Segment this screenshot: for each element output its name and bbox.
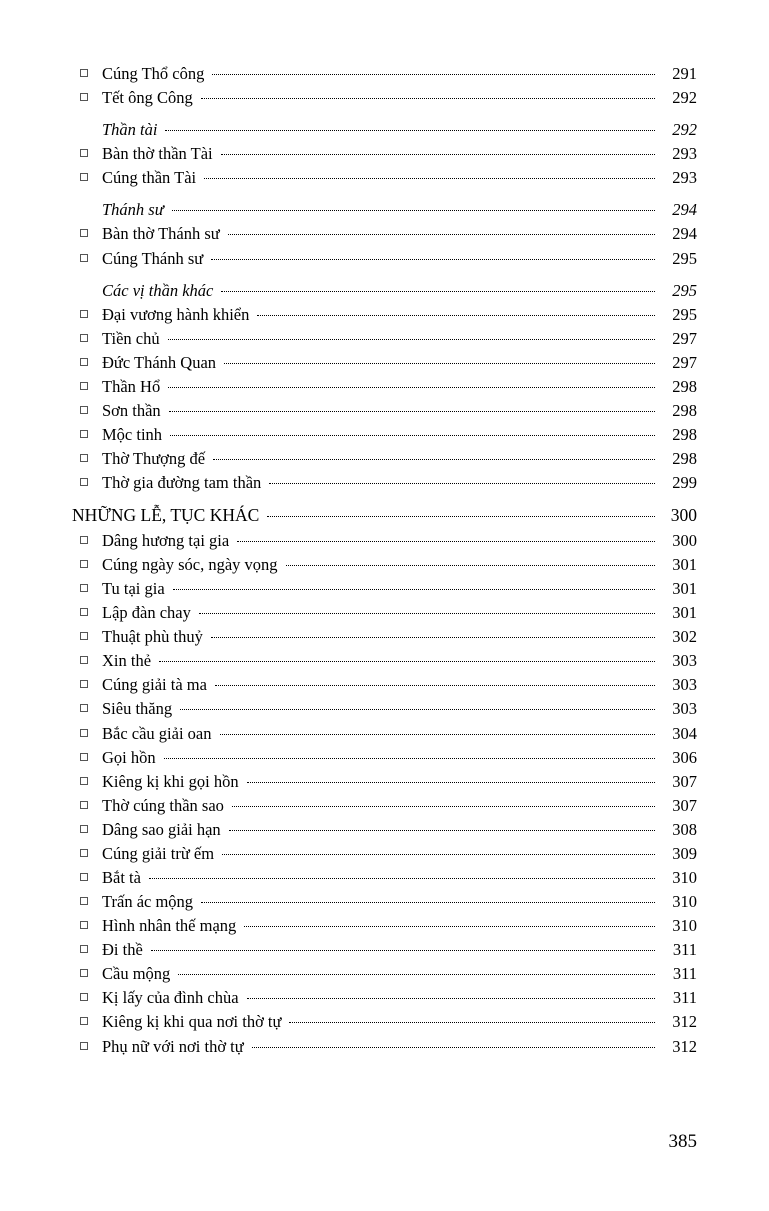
- toc-entry[interactable]: [72, 746, 697, 770]
- toc-entry[interactable]: [72, 399, 697, 423]
- toc-entry-page: 306: [672, 747, 697, 767]
- toc-entry[interactable]: [72, 673, 697, 697]
- bullet-icon: [72, 453, 102, 466]
- dot-leader: [172, 209, 655, 211]
- toc-entry[interactable]: [72, 118, 697, 142]
- toc-entry-page: 293: [672, 144, 697, 164]
- dot-leader: [221, 153, 655, 155]
- dot-leader: [224, 362, 655, 364]
- bullet-icon: [72, 679, 102, 692]
- toc-entry-label: NHỮNG LỄ, TỤC KHÁC: [72, 505, 260, 526]
- toc-entry-page: 303: [672, 699, 697, 719]
- dot-leader: [232, 805, 655, 807]
- dot-leader: [159, 660, 655, 662]
- toc-entry[interactable]: [72, 794, 697, 818]
- bullet-icon: [72, 253, 102, 266]
- toc-entry[interactable]: [72, 471, 697, 495]
- dot-leader: [244, 925, 655, 927]
- toc-entry[interactable]: [72, 86, 697, 110]
- bullet-icon: [72, 920, 102, 933]
- dot-leader: [215, 684, 655, 686]
- toc-entry-page: 301: [672, 579, 697, 599]
- dot-leader: [289, 1021, 655, 1023]
- dot-leader: [168, 386, 655, 388]
- dot-leader: [222, 853, 655, 855]
- bullet-icon: [72, 800, 102, 813]
- toc-entry[interactable]: [72, 986, 697, 1010]
- bullet-icon: [72, 655, 102, 668]
- toc-entry[interactable]: [72, 279, 697, 303]
- bullet-icon: [72, 968, 102, 981]
- dot-leader: [286, 564, 655, 566]
- bullet-icon: [72, 148, 102, 161]
- toc-entry-label: Lập đàn chay: [102, 603, 191, 623]
- toc-entry-label: Thần Hổ: [102, 376, 161, 396]
- toc-entry-label: Hình nhân thế mạng: [102, 916, 237, 936]
- bullet-icon: [72, 92, 102, 105]
- toc-entry[interactable]: [72, 914, 697, 938]
- toc-entry-page: 295: [672, 280, 697, 300]
- toc-entry-label: Dâng sao giải hạn: [102, 819, 221, 839]
- toc-entry[interactable]: [72, 142, 697, 166]
- dot-leader: [247, 997, 655, 999]
- toc-entry-label: Tu tại gia: [102, 579, 165, 599]
- toc-entry-page: 310: [672, 867, 697, 887]
- toc-entry-page: 312: [672, 1036, 697, 1056]
- toc-entry[interactable]: [72, 866, 697, 890]
- toc-entry[interactable]: [72, 938, 697, 962]
- toc-entry-page: 294: [672, 200, 697, 220]
- dot-leader: [211, 258, 655, 260]
- dot-leader: [165, 129, 655, 131]
- toc-entry-page: 304: [672, 723, 697, 743]
- bullet-icon: [72, 357, 102, 370]
- bullet-icon: [72, 896, 102, 909]
- toc-entry-page: 294: [672, 224, 697, 244]
- dot-leader: [257, 314, 655, 316]
- toc-entry-page: 298: [672, 376, 697, 396]
- toc-entry-label: Cúng giải trừ ếm: [102, 843, 215, 863]
- toc-entry-page: 292: [672, 88, 697, 108]
- bullet-icon: [72, 631, 102, 644]
- bullet-icon: [72, 703, 102, 716]
- bullet-icon: [72, 381, 102, 394]
- toc-entry-page: 293: [672, 168, 697, 188]
- toc-entry-label: Cúng Thánh sư: [102, 248, 204, 268]
- bullet-icon: [72, 776, 102, 789]
- toc-entry-page: 311: [672, 988, 697, 1008]
- table-of-contents: [72, 62, 697, 1059]
- bullet-icon: [72, 405, 102, 418]
- toc-entry[interactable]: [72, 601, 697, 625]
- dot-leader: [168, 338, 655, 340]
- dot-leader: [151, 949, 655, 951]
- bullet-icon: [72, 477, 102, 490]
- dot-leader: [199, 612, 655, 614]
- toc-entry-page: 297: [672, 352, 697, 372]
- toc-entry-page: 292: [672, 120, 697, 140]
- toc-entry-page: 300: [672, 530, 697, 550]
- dot-leader: [169, 410, 655, 412]
- toc-entry-page: 307: [672, 771, 697, 791]
- toc-entry[interactable]: [72, 198, 697, 222]
- toc-entry[interactable]: [72, 625, 697, 649]
- toc-entry[interactable]: [72, 770, 697, 794]
- dot-leader: [229, 829, 655, 831]
- toc-entry-label: Kiêng kị khi gọi hồn: [102, 771, 239, 791]
- bullet-icon: [72, 1016, 102, 1029]
- toc-entry-page: 298: [672, 401, 697, 421]
- toc-entry-label: Mộc tinh: [102, 425, 163, 445]
- toc-entry-label: Bắt tà: [102, 867, 141, 887]
- toc-entry-page: 307: [672, 795, 697, 815]
- toc-entry-page: 302: [672, 627, 697, 647]
- toc-entry[interactable]: [72, 1035, 697, 1059]
- toc-entry-label: Cúng thần Tài: [102, 168, 197, 188]
- toc-entry-page: 301: [672, 554, 697, 574]
- toc-entry-page: 291: [672, 64, 697, 83]
- toc-entry-page: 303: [672, 651, 697, 671]
- bullet-icon: [72, 848, 102, 861]
- toc-entry-label: Kị lấy của đình chùa: [102, 988, 239, 1008]
- toc-entry[interactable]: [72, 447, 697, 471]
- toc-entry-label: Tiền chủ: [102, 328, 160, 348]
- dot-leader: [170, 434, 655, 436]
- toc-entry-label: Thờ Thượng đế: [102, 449, 206, 469]
- toc-entry-label: Thờ cúng thần sao: [102, 795, 224, 815]
- toc-entry[interactable]: [72, 327, 697, 351]
- toc-entry[interactable]: [72, 697, 697, 721]
- toc-entry-label: Phụ nữ với nơi thờ tự: [102, 1036, 244, 1056]
- dot-leader: [173, 588, 655, 590]
- toc-entry[interactable]: [72, 722, 697, 746]
- bullet-icon: [72, 872, 102, 885]
- toc-entry[interactable]: [72, 222, 697, 246]
- toc-entry-label: Đi thề: [102, 940, 143, 960]
- toc-entry-page: 295: [672, 304, 697, 324]
- dot-leader: [247, 781, 655, 783]
- bullet-icon: [72, 429, 102, 442]
- toc-entry-page: 301: [672, 603, 697, 623]
- toc-entry-label: Bàn thờ Thánh sư: [102, 224, 220, 244]
- dot-leader: [269, 482, 655, 484]
- toc-entry[interactable]: [72, 529, 697, 553]
- dot-leader: [237, 540, 655, 542]
- bullet-icon: [72, 559, 102, 572]
- dot-leader: [180, 708, 655, 710]
- toc-entry-label: Thuật phù thuỷ: [102, 627, 203, 647]
- toc-entry-page: 295: [672, 248, 697, 268]
- bullet-icon: [72, 228, 102, 241]
- bullet-icon: [72, 728, 102, 741]
- dot-leader: [220, 733, 656, 735]
- toc-entry-page: 299: [672, 473, 697, 493]
- toc-entry-label: Kiêng kị khi qua nơi thờ tự: [102, 1012, 282, 1032]
- bullet-icon: [72, 172, 102, 185]
- bullet-icon: [72, 68, 102, 81]
- toc-entry[interactable]: [72, 503, 697, 529]
- toc-entry[interactable]: [72, 818, 697, 842]
- toc-entry-label: Thờ gia đường tam thần: [102, 473, 262, 493]
- toc-entry-page: 309: [672, 843, 697, 863]
- toc-entry-label: Gọi hồn: [102, 747, 156, 767]
- toc-entry-label: Siêu thăng: [102, 699, 173, 719]
- dot-leader: [212, 73, 655, 75]
- toc-entry[interactable]: [72, 303, 697, 327]
- bullet-icon: [72, 944, 102, 957]
- toc-entry[interactable]: [72, 962, 697, 986]
- toc-entry-label: Cúng ngày sóc, ngày vọng: [102, 554, 278, 574]
- toc-entry-label: Sơn thần: [102, 401, 161, 421]
- toc-entry-label: Cúng giải tà ma: [102, 675, 207, 695]
- toc-entry[interactable]: [72, 375, 697, 399]
- bullet-icon: [72, 992, 102, 1005]
- toc-entry[interactable]: [72, 166, 697, 190]
- bullet-icon: [72, 583, 102, 596]
- toc-entry[interactable]: [72, 577, 697, 601]
- toc-entry-page: 311: [672, 940, 697, 960]
- toc-entry-label: Đại vương hành khiển: [102, 304, 250, 324]
- dot-leader: [267, 515, 655, 517]
- toc-entry[interactable]: [72, 1010, 697, 1034]
- toc-entry-label: Bàn thờ thần Tài: [102, 144, 213, 164]
- toc-entry-label: Đức Thánh Quan: [102, 352, 217, 372]
- toc-entry-page: 310: [672, 892, 697, 912]
- toc-entry[interactable]: [72, 842, 697, 866]
- toc-entry-page: 297: [672, 328, 697, 348]
- dot-leader: [204, 177, 655, 179]
- page-number: 385: [668, 1131, 697, 1152]
- toc-entry-label: Cầu mộng: [102, 964, 171, 984]
- toc-entry-label: Thần tài: [102, 120, 158, 140]
- dot-leader: [201, 97, 655, 99]
- dot-leader: [201, 901, 655, 903]
- toc-entry-page: 298: [672, 425, 697, 445]
- bullet-icon: [72, 824, 102, 837]
- toc-entry[interactable]: [72, 247, 697, 271]
- toc-entry-label: Thánh sư: [102, 200, 164, 220]
- toc-entry-label: Các vị thần khác: [102, 280, 214, 300]
- toc-entry[interactable]: [72, 423, 697, 447]
- dot-leader: [228, 233, 655, 235]
- bullet-icon: [72, 309, 102, 322]
- toc-entry-label: Trấn ác mộng: [102, 892, 194, 912]
- toc-entry-page: 310: [672, 916, 697, 936]
- dot-leader: [213, 458, 655, 460]
- bullet-icon: [72, 607, 102, 620]
- toc-entry-page: 303: [672, 675, 697, 695]
- bullet-icon: [72, 1041, 102, 1054]
- toc-entry[interactable]: [72, 553, 697, 577]
- toc-entry[interactable]: [72, 649, 697, 673]
- dot-leader: [149, 877, 655, 879]
- toc-entry-label: Tết ông Công: [102, 88, 193, 108]
- toc-entry[interactable]: [72, 890, 697, 914]
- dot-leader: [252, 1046, 655, 1048]
- dot-leader: [211, 636, 655, 638]
- bullet-icon: [72, 535, 102, 548]
- dot-leader: [164, 757, 655, 759]
- toc-entry[interactable]: [72, 62, 697, 86]
- dot-leader: [178, 973, 655, 975]
- toc-entry-page: 300: [670, 505, 697, 526]
- bullet-icon: [72, 333, 102, 346]
- toc-entry[interactable]: [72, 351, 697, 375]
- toc-entry-page: 308: [672, 819, 697, 839]
- toc-entry-label: Bắc cầu giải oan: [102, 723, 212, 743]
- toc-entry-page: 311: [672, 964, 697, 984]
- dot-leader: [221, 290, 655, 292]
- toc-entry-label: Dâng hương tại gia: [102, 530, 230, 550]
- toc-entry-page: 298: [672, 449, 697, 469]
- toc-entry-label: Cúng Thổ công: [102, 64, 205, 83]
- bullet-icon: [72, 752, 102, 765]
- toc-entry-label: Xin thẻ: [102, 651, 152, 671]
- toc-entry-page: 312: [672, 1012, 697, 1032]
